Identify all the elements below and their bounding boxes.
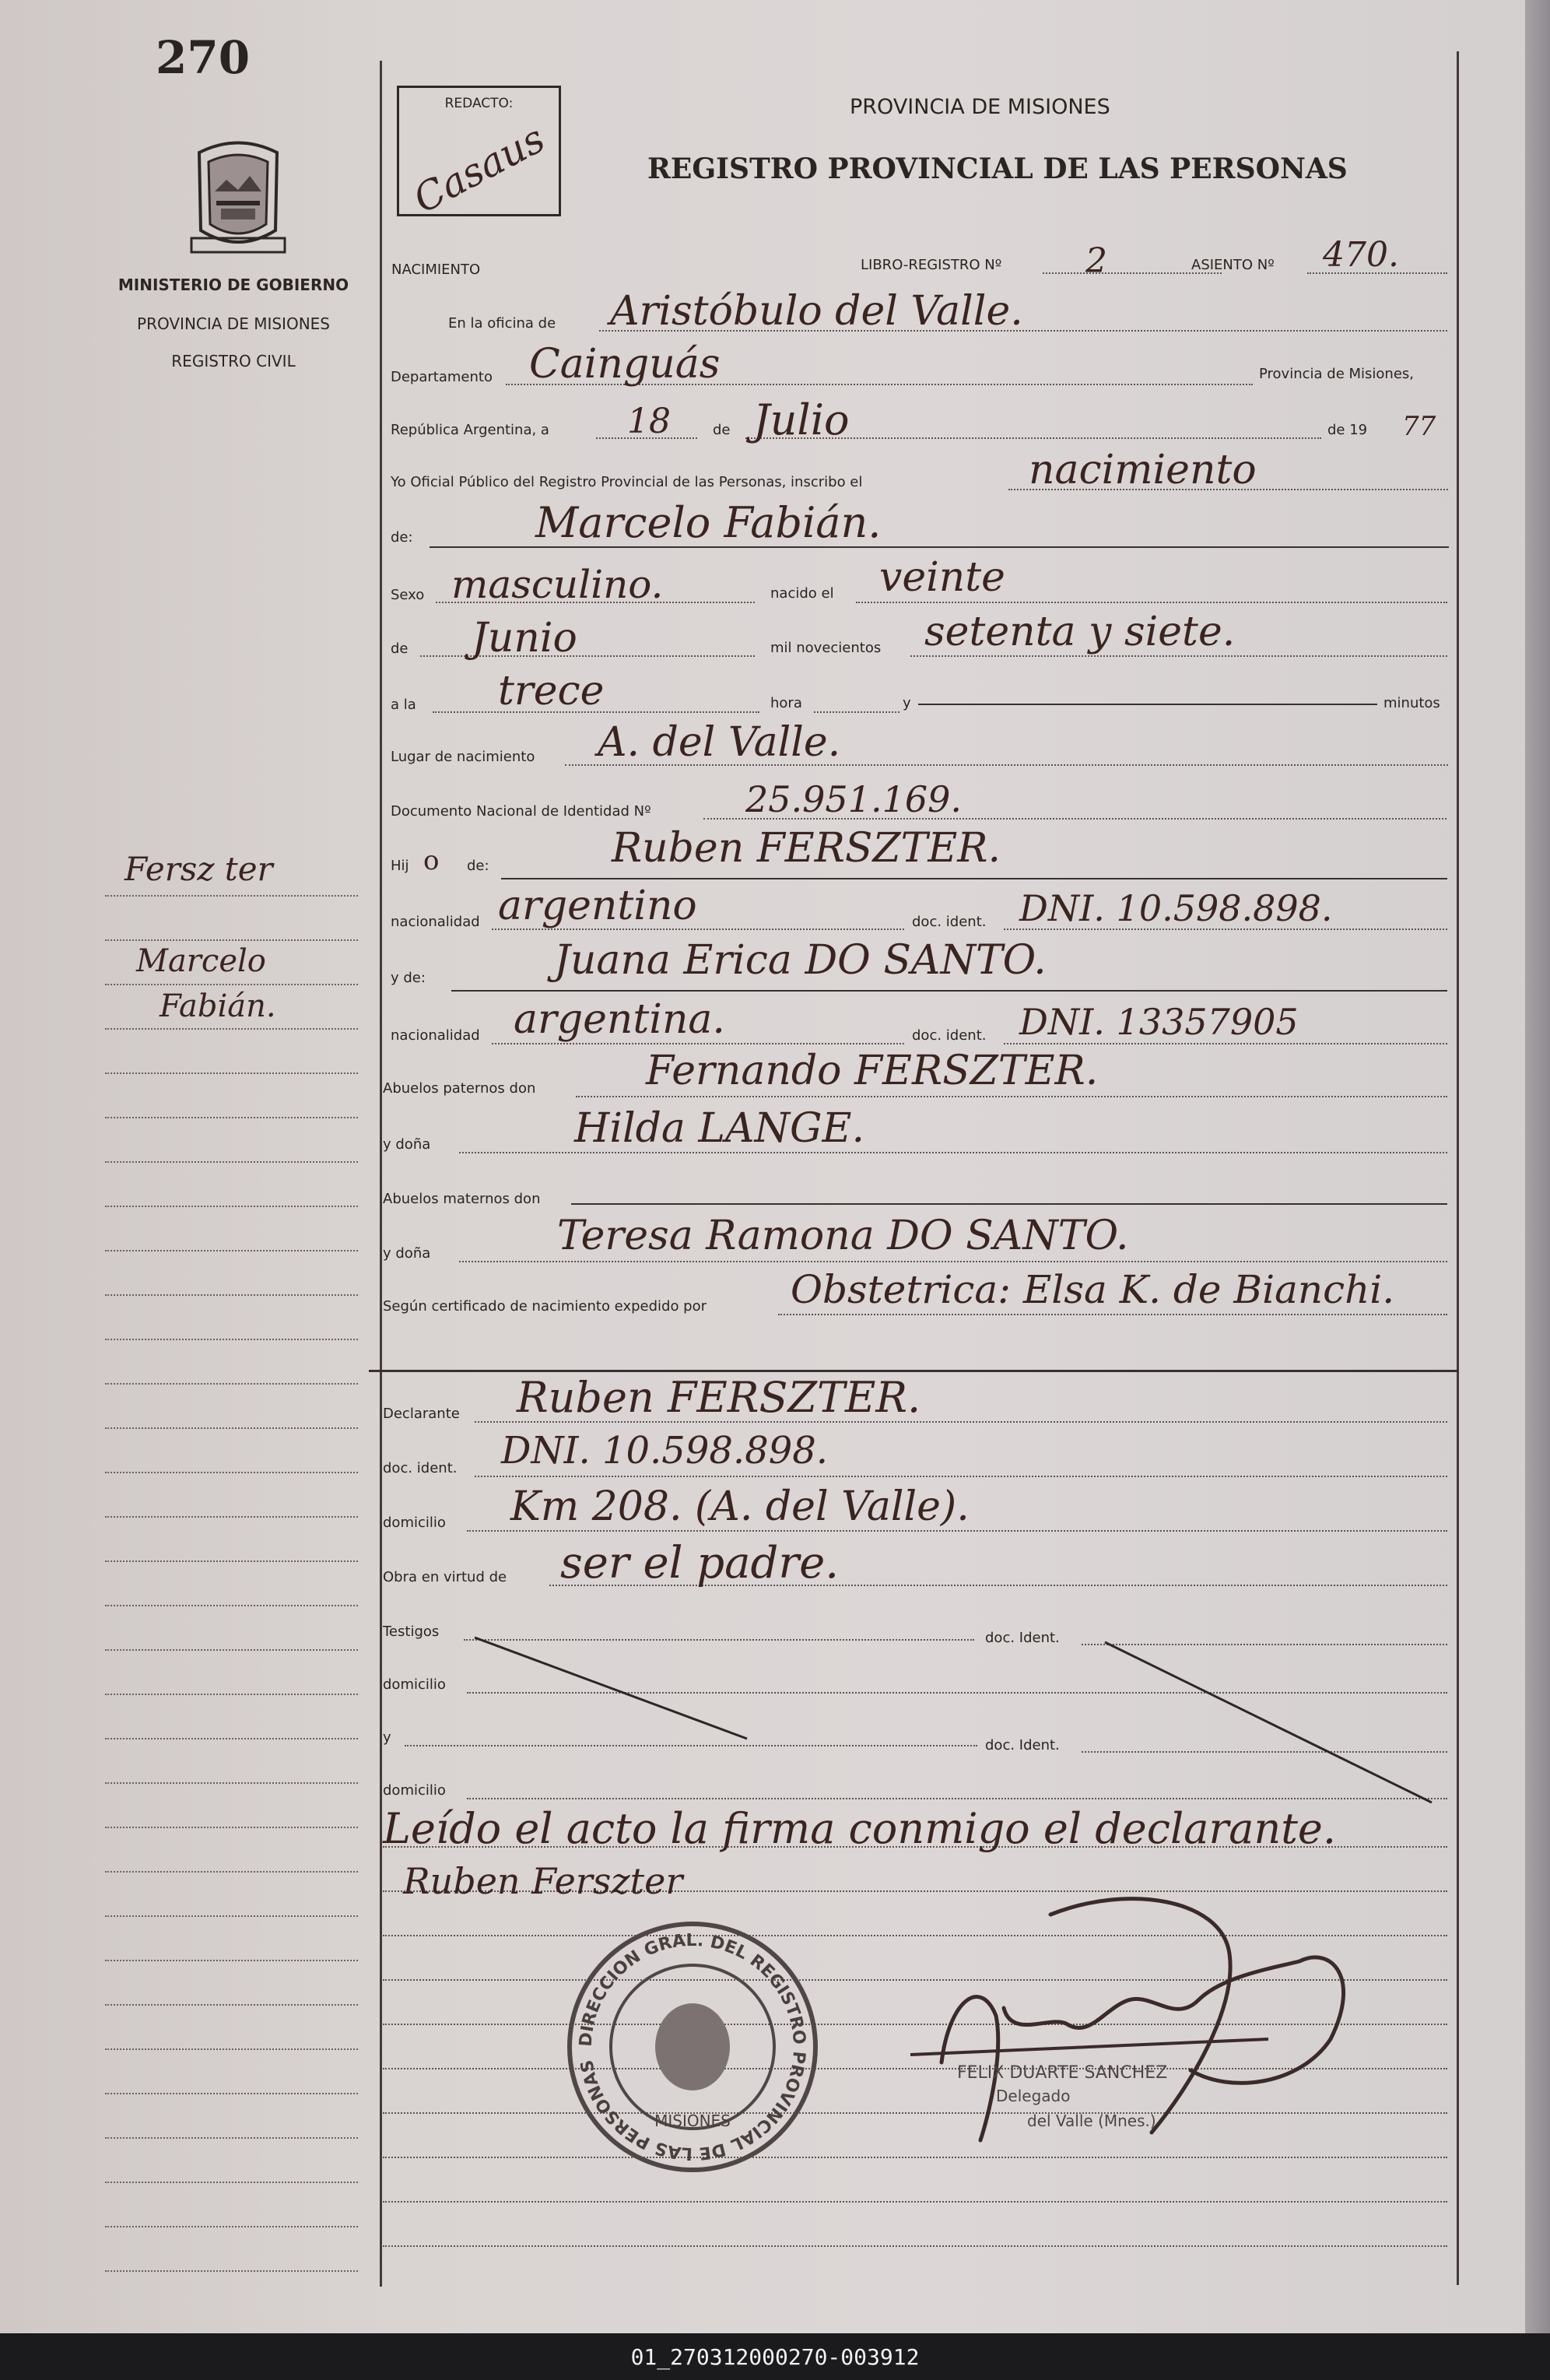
testigo1-docident-label: doc. Ident. <box>985 1630 1060 1646</box>
header-province: PROVINCIA DE MISIONES <box>850 95 1110 119</box>
month-value: Julio <box>753 395 850 444</box>
declarante-domicilio-value: Km 208. (A. del Valle). <box>510 1483 970 1530</box>
abuelos-mat-label: Abuelos maternos don <box>383 1191 541 1207</box>
testigo2-docident-label: doc. Ident. <box>985 1737 1060 1753</box>
padre-nacionalidad-label: nacionalidad <box>391 914 480 930</box>
hijo-de-label: de: <box>467 858 489 874</box>
lugar-value: A. del Valle. <box>598 719 841 766</box>
margin-note-surname: Fersz ter <box>124 850 273 888</box>
abuela-mat-value: Teresa Ramona DO SANTO. <box>557 1213 1129 1259</box>
y-label: y <box>903 695 911 711</box>
libro-label: LIBRO-REGISTRO Nº <box>861 257 1002 273</box>
act-type-label: NACIMIENTO <box>391 262 481 278</box>
testigo2-y-label: y <box>383 1729 391 1746</box>
birth-month-value: Junio <box>472 615 577 662</box>
hijo-suffix: o <box>423 845 440 876</box>
madre-docident-label: doc. ident. <box>912 1027 987 1044</box>
departamento-label: Departamento <box>391 369 493 385</box>
ministry-province: PROVINCIA DE MISIONES <box>137 314 330 333</box>
abuelos-pat-label: Abuelos paternos don <box>383 1080 536 1097</box>
asiento-value: 470. <box>1323 235 1399 275</box>
declarante-doc-value: DNI. 10.598.898. <box>501 1429 829 1473</box>
oficial-value: nacimiento <box>1029 447 1257 493</box>
testigo1-domicilio-label: domicilio <box>383 1676 446 1693</box>
abuela-pat-value: Hilda LANGE. <box>574 1105 865 1152</box>
oficial-label: Yo Oficial Público del Registro Provincial de las Personas, inscribo el <box>391 474 863 490</box>
madre-doc-value: DNI. 13357905 <box>1019 1001 1299 1043</box>
lugar-label: Lugar de nacimiento <box>391 749 535 765</box>
abuela-pat-ydona-label: y doña <box>383 1136 431 1153</box>
year-label: de 19 <box>1327 422 1368 438</box>
padre-value: Ruben FERSZTER. <box>612 825 1001 872</box>
sexo-value: masculino. <box>451 562 664 607</box>
provincia-label: Provincia de Misiones, <box>1259 366 1414 382</box>
oficina-label: En la oficina de <box>448 315 556 332</box>
official-seal-icon <box>560 1915 825 2179</box>
padre-docident-label: doc. ident. <box>912 914 987 930</box>
officer-signature-icon <box>895 1883 1393 2195</box>
testigos-label: Testigos <box>383 1624 440 1640</box>
madre-value: Juana Erica DO SANTO. <box>554 937 1047 984</box>
padre-nacionalidad-value: argentino <box>498 883 697 929</box>
closing-text: Leído el acto la firma conmigo el declarante. <box>383 1804 1337 1853</box>
seal-inner-text: MISIONES <box>654 2111 731 2130</box>
ministry-title: MINISTERIO DE GOBIERNO <box>117 276 349 294</box>
birth-de-label: de <box>391 641 409 657</box>
declarante-domicilio-label: domicilio <box>383 1515 446 1531</box>
departamento-value: Cainguás <box>529 341 721 388</box>
mil-label: mil novecientos <box>770 640 882 656</box>
closing-rule-line <box>383 2201 1447 2203</box>
declarante-value: Ruben FERSZTER. <box>517 1373 921 1422</box>
name-de-label: de: <box>391 529 413 546</box>
ministry-registry: REGISTRO CIVIL <box>171 352 296 370</box>
officer-name: FELIX DUARTE SANCHEZ <box>957 2063 1168 2083</box>
sexo-label: Sexo <box>391 587 425 603</box>
declarante-label: Declarante <box>383 1406 460 1422</box>
certificado-value: Obstetrica: Elsa K. de Bianchi. <box>791 1267 1395 1312</box>
child-name-value: Marcelo Fabián. <box>535 498 882 547</box>
asiento-label: ASIENTO Nº <box>1191 257 1275 273</box>
margin-note-secondname: Fabián. <box>160 988 276 1024</box>
closing-rule-line <box>383 2245 1447 2247</box>
birth-year-value: setenta y siete. <box>924 609 1236 655</box>
oficina-value: Aristóbulo del Valle. <box>610 288 1023 335</box>
page-number: 270 <box>156 31 251 84</box>
certificado-label: Según certificado de nacimiento expedido por <box>383 1298 707 1315</box>
image-footer <box>0 2333 1550 2380</box>
abuela-mat-ydona-label: y doña <box>383 1245 431 1262</box>
image-id-label: 01_270312000270-003912 <box>630 2344 920 2370</box>
seal-text: DIRECCION GRAL. DEL REGISTRO PROVINCIAL DE LAS PERSONAS <box>576 1930 809 2164</box>
republica-label: República Argentina, a <box>391 422 549 438</box>
madre-nacionalidad-label: nacionalidad <box>391 1027 480 1044</box>
dni-label: Documento Nacional de Identidad Nº <box>391 803 651 820</box>
margin-note-firstname: Marcelo <box>136 943 266 979</box>
declarante-signature: Ruben Ferszter <box>403 1860 683 1902</box>
hora-value: trece <box>498 668 605 714</box>
hora-label: hora <box>770 695 802 711</box>
libro-value: 2 <box>1085 241 1107 281</box>
minutos-label: minutos <box>1383 695 1440 711</box>
obra-value: ser el padre. <box>560 1538 840 1588</box>
y-de-label: y de: <box>391 970 426 986</box>
header-title: REGISTRO PROVINCIAL DE LAS PERSONAS <box>647 153 1348 185</box>
padre-doc-value: DNI. 10.598.898. <box>1019 887 1333 929</box>
day-value: 18 <box>627 402 671 441</box>
ala-label: a la <box>391 697 416 713</box>
hijo-label: Hij <box>391 858 409 874</box>
testigo2-domicilio-label: domicilio <box>383 1782 446 1799</box>
declarante-docident-label: doc. ident. <box>383 1460 458 1476</box>
nacido-label: nacido el <box>770 585 834 602</box>
officer-role: Delegado <box>996 2087 1071 2105</box>
dni-value: 25.951.169. <box>745 778 962 820</box>
redacto-value: Casaus <box>406 115 552 223</box>
year-value: 77 <box>1402 411 1436 442</box>
madre-nacionalidad-value: argentina. <box>514 996 725 1043</box>
abuelo-pat-value: Fernando FERSZTER. <box>646 1048 1099 1094</box>
redacto-label: REDACTO: <box>444 96 514 111</box>
date-de-label: de <box>713 422 731 438</box>
officer-place: del Valle (Mnes.) <box>1027 2111 1156 2130</box>
obra-label: Obra en virtud de <box>383 1569 507 1585</box>
nacido-value: veinte <box>879 554 1005 601</box>
